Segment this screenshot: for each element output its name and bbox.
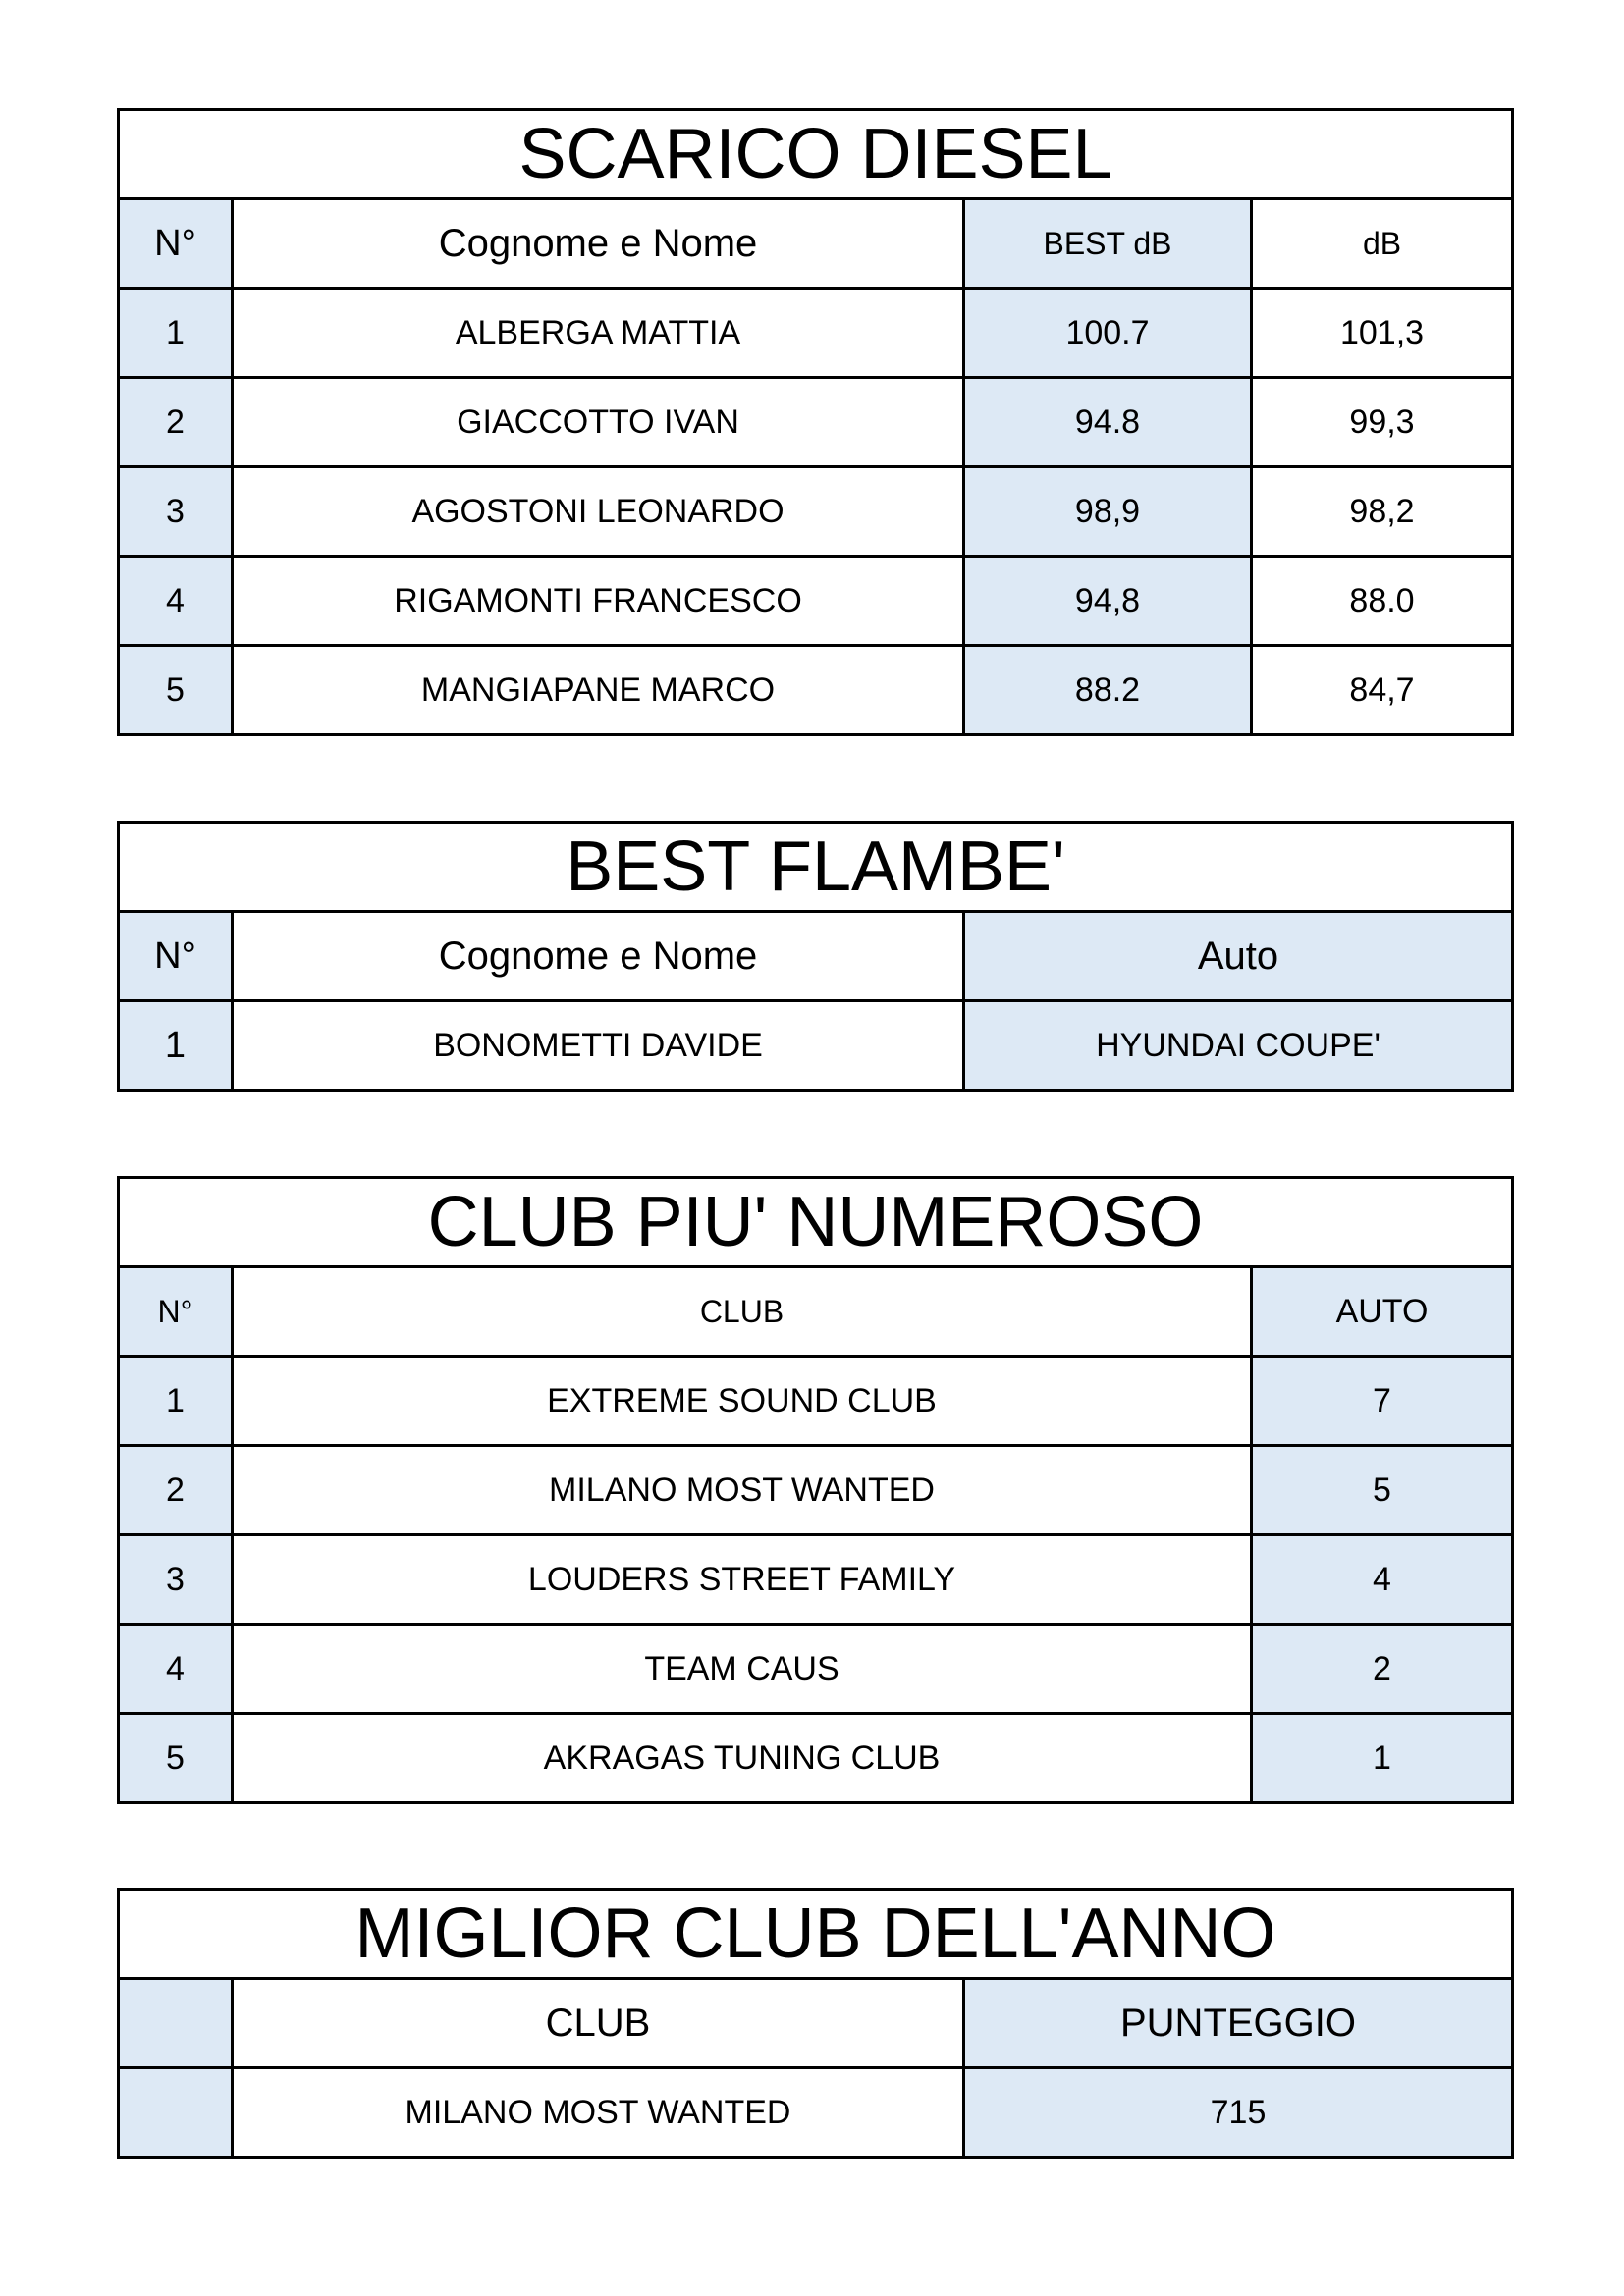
row-number: 5 bbox=[119, 646, 233, 735]
col-header-best-db: BEST dB bbox=[964, 199, 1252, 289]
table-title: CLUB PIU' NUMEROSO bbox=[119, 1178, 1513, 1267]
row-name: RIGAMONTI FRANCESCO bbox=[233, 557, 964, 646]
table-header-row bbox=[119, 199, 1513, 289]
row-db: 88.0 bbox=[1252, 557, 1513, 646]
row-best-db: 98,9 bbox=[964, 467, 1252, 557]
row-number: 1 bbox=[119, 289, 233, 378]
row-number: 1 bbox=[119, 1357, 233, 1446]
table-title-row bbox=[119, 1890, 1513, 1979]
row-number: 5 bbox=[119, 1714, 233, 1803]
col-header-number: N° bbox=[119, 912, 233, 1001]
row-club: AKRAGAS TUNING CLUB bbox=[233, 1714, 1252, 1803]
best-flambe-table bbox=[117, 821, 1514, 1092]
col-header-number: N° bbox=[119, 1267, 233, 1357]
row-number: 3 bbox=[119, 1535, 233, 1625]
row-auto-count: 5 bbox=[1252, 1446, 1513, 1535]
row-number: 4 bbox=[119, 1625, 233, 1714]
table-title-row bbox=[119, 823, 1513, 912]
miglior-club-table bbox=[117, 1888, 1514, 2159]
col-header-auto: AUTO bbox=[1252, 1267, 1513, 1357]
table-row bbox=[119, 1357, 1513, 1446]
row-db: 99,3 bbox=[1252, 378, 1513, 467]
row-db: 98,2 bbox=[1252, 467, 1513, 557]
table-row bbox=[119, 289, 1513, 378]
row-auto-count: 2 bbox=[1252, 1625, 1513, 1714]
row-club: LOUDERS STREET FAMILY bbox=[233, 1535, 1252, 1625]
club-piu-numeroso-table bbox=[117, 1176, 1514, 1804]
table-title: BEST FLAMBE' bbox=[119, 823, 1513, 912]
row-auto-count: 4 bbox=[1252, 1535, 1513, 1625]
col-header-name: Cognome e Nome bbox=[233, 912, 964, 1001]
table-row bbox=[119, 467, 1513, 557]
table-row bbox=[119, 1001, 1513, 1091]
col-header-name: Cognome e Nome bbox=[233, 199, 964, 289]
row-number: 4 bbox=[119, 557, 233, 646]
table-row bbox=[119, 1446, 1513, 1535]
row-punteggio: 715 bbox=[964, 2068, 1513, 2158]
table-header-row bbox=[119, 912, 1513, 1001]
table-row bbox=[119, 1714, 1513, 1803]
table-row bbox=[119, 378, 1513, 467]
row-auto: HYUNDAI COUPE' bbox=[964, 1001, 1513, 1091]
row-club: MILANO MOST WANTED bbox=[233, 1446, 1252, 1535]
row-number: 3 bbox=[119, 467, 233, 557]
row-best-db: 100.7 bbox=[964, 289, 1252, 378]
row-name: AGOSTONI LEONARDO bbox=[233, 467, 964, 557]
col-header-club: CLUB bbox=[233, 1979, 964, 2068]
row-best-db: 88.2 bbox=[964, 646, 1252, 735]
table-row bbox=[119, 1625, 1513, 1714]
table-row bbox=[119, 646, 1513, 735]
table-title: SCARICO DIESEL bbox=[119, 110, 1513, 199]
scarico-diesel-table bbox=[117, 108, 1514, 736]
row-club: TEAM CAUS bbox=[233, 1625, 1252, 1714]
col-header-club: CLUB bbox=[233, 1267, 1252, 1357]
row-name: GIACCOTTO IVAN bbox=[233, 378, 964, 467]
table-header-row bbox=[119, 1979, 1513, 2068]
table-row bbox=[119, 1535, 1513, 1625]
table-row bbox=[119, 557, 1513, 646]
table-header-row bbox=[119, 1267, 1513, 1357]
row-db: 101,3 bbox=[1252, 289, 1513, 378]
row-best-db: 94,8 bbox=[964, 557, 1252, 646]
row-number bbox=[119, 2068, 233, 2158]
row-auto-count: 7 bbox=[1252, 1357, 1513, 1446]
row-club: MILANO MOST WANTED bbox=[233, 2068, 964, 2158]
table-title: MIGLIOR CLUB DELL'ANNO bbox=[119, 1890, 1513, 1979]
row-db: 84,7 bbox=[1252, 646, 1513, 735]
table-row bbox=[119, 2068, 1513, 2158]
col-header-number: N° bbox=[119, 199, 233, 289]
row-name: ALBERGA MATTIA bbox=[233, 289, 964, 378]
table-title-row bbox=[119, 1178, 1513, 1267]
row-best-db: 94.8 bbox=[964, 378, 1252, 467]
col-header-auto: Auto bbox=[964, 912, 1513, 1001]
table-title-row bbox=[119, 110, 1513, 199]
col-header-punteggio: PUNTEGGIO bbox=[964, 1979, 1513, 2068]
row-name: BONOMETTI DAVIDE bbox=[233, 1001, 964, 1091]
row-number: 2 bbox=[119, 1446, 233, 1535]
row-number: 1 bbox=[119, 1001, 233, 1091]
col-header-empty bbox=[119, 1979, 233, 2068]
row-number: 2 bbox=[119, 378, 233, 467]
row-auto-count: 1 bbox=[1252, 1714, 1513, 1803]
row-club: EXTREME SOUND CLUB bbox=[233, 1357, 1252, 1446]
row-name: MANGIAPANE MARCO bbox=[233, 646, 964, 735]
col-header-db: dB bbox=[1252, 199, 1513, 289]
